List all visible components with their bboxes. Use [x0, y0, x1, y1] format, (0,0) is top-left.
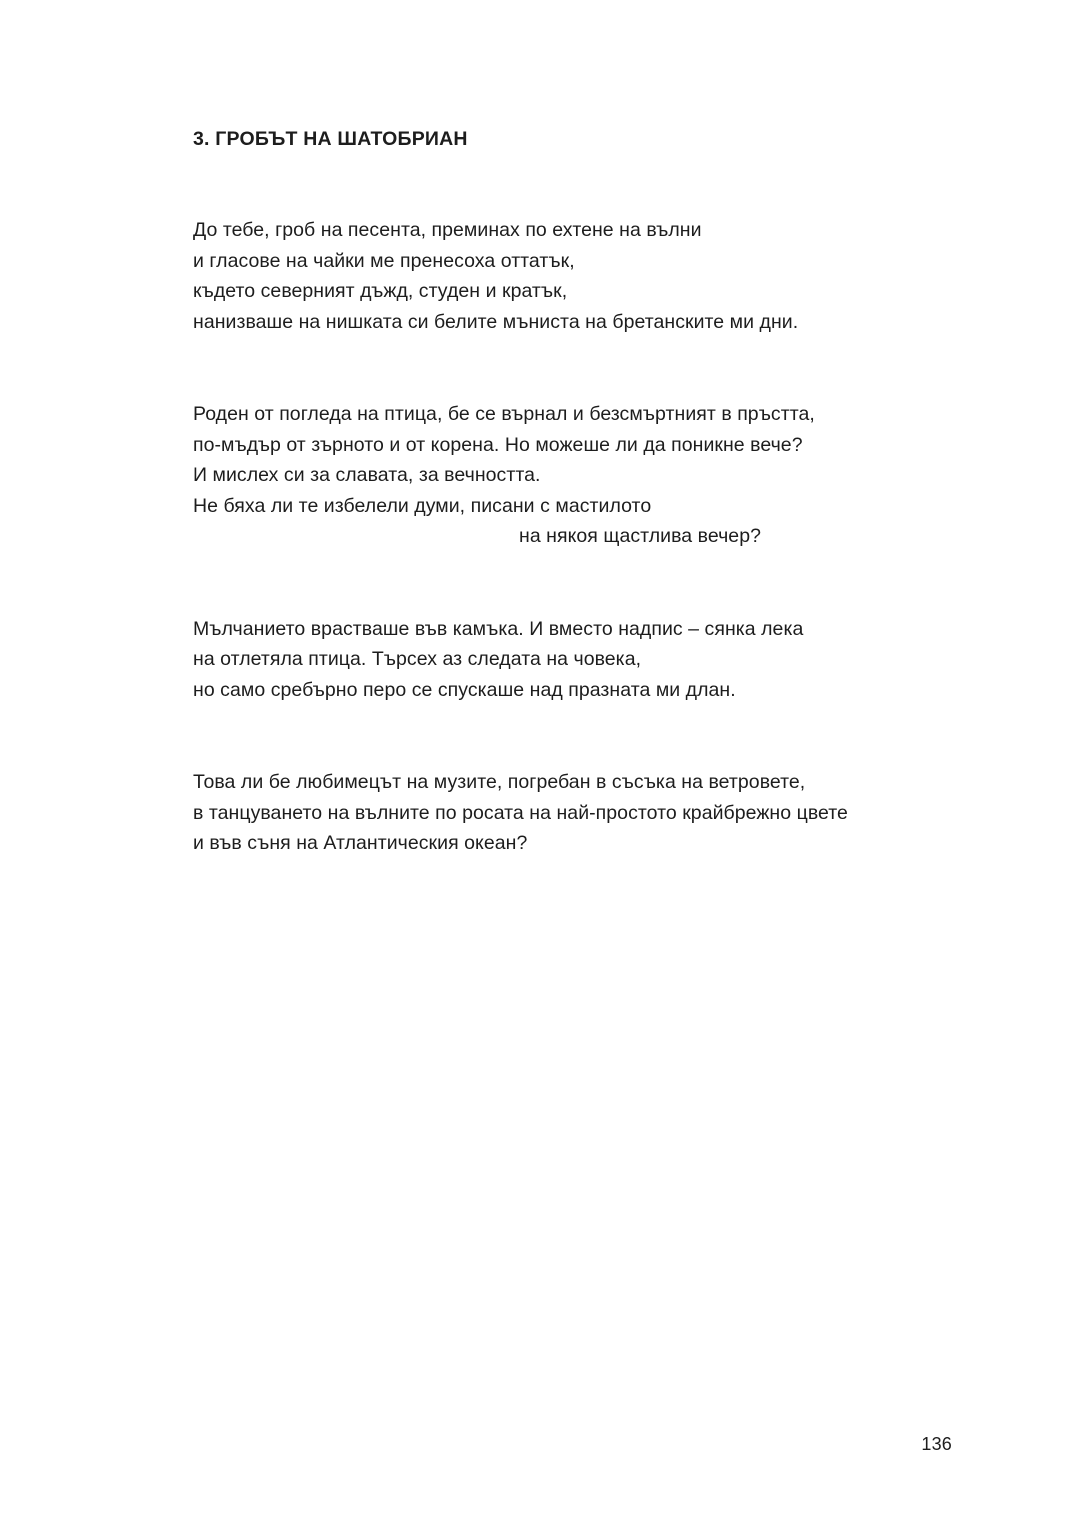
poem-line: До тебе, гроб на песента, преминах по ехтене на вълни [193, 219, 702, 242]
poem-line: Роден от погледа на птица, бе се върнал и безсмъртният в пръстта, [193, 403, 815, 426]
page-number: 136 [921, 1434, 952, 1454]
poem-line: по-мъдър от зърното и от корена. Но можеше ли да поникне вече? [193, 433, 803, 456]
poem-line: Това ли бе любимецът на музите, погребан в съсъка на ветровете, [193, 771, 806, 794]
poem-line: И мислех си за славата, за вечността. [193, 464, 541, 487]
stanza-1 [193, 215, 953, 337]
poem-line: на отлетяла птица. Търсех аз следата на човека, [193, 648, 642, 671]
poem-line: където северният дъжд, студен и кратък, [193, 280, 568, 303]
poem-line: Не бяха ли те избелели думи, писани с мастилото [193, 494, 652, 517]
page-title: 3. ГРОБЪТ НА ШАТОБРИАН [193, 128, 468, 150]
stanza-2 [193, 399, 953, 552]
poem-line: Мълчанието врастваше във камъка. И вместо надпис – сянка лека [193, 617, 804, 640]
poem-line: в танцуването на вълните по росата на най-простото крайбрежно цвете [193, 801, 848, 824]
poem-line: нанизваше на нишката си белите мъниста на бретанските ми дни. [193, 310, 799, 333]
poem-line: но само сребърно перо се спускаше над празната ми длан. [193, 678, 736, 701]
poem-content [193, 126, 953, 859]
poem-line: и гласове на чайки ме пренесоха оттатък, [193, 249, 575, 272]
poem-line-indented: на някоя щастлива вечер? [519, 525, 761, 548]
stanza-4 [193, 767, 953, 859]
poem-line: и във съня на Атлантическия океан? [193, 832, 528, 855]
stanza-3 [193, 614, 953, 706]
